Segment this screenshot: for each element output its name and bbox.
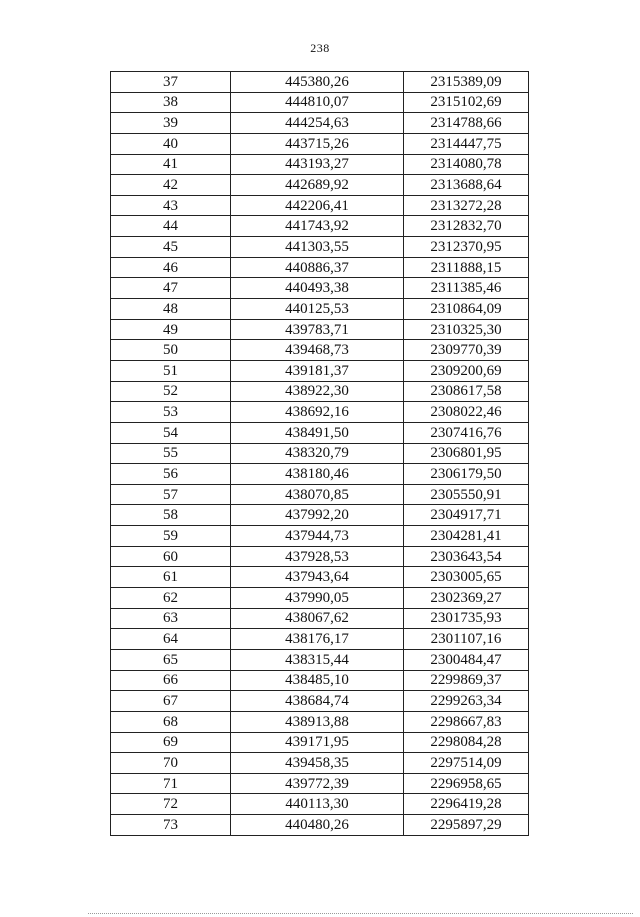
table-row [111,588,529,609]
y-coordinate-cell: 2301735,93 [404,608,529,629]
y-coordinate-cell: 2307416,76 [404,422,529,443]
y-coordinate-cell: 2314447,75 [404,133,529,154]
point-number-cell: 71 [111,773,231,794]
table-row [111,484,529,505]
x-coordinate-cell: 438922,30 [231,381,404,402]
table-row [111,237,529,258]
point-number-cell: 56 [111,464,231,485]
point-number-cell: 48 [111,299,231,320]
point-number-cell: 39 [111,113,231,134]
table-row [111,319,529,340]
y-coordinate-cell: 2313688,64 [404,175,529,196]
point-number-cell: 55 [111,443,231,464]
x-coordinate-cell: 438180,46 [231,464,404,485]
x-coordinate-cell: 438491,50 [231,422,404,443]
point-number-cell: 42 [111,175,231,196]
x-coordinate-cell: 437990,05 [231,588,404,609]
x-coordinate-cell: 439772,39 [231,773,404,794]
point-number-cell: 46 [111,257,231,278]
coordinates-table-body [111,72,529,836]
point-number-cell: 68 [111,711,231,732]
point-number-cell: 58 [111,505,231,526]
x-coordinate-cell: 438692,16 [231,402,404,423]
table-row [111,505,529,526]
y-coordinate-cell: 2310864,09 [404,299,529,320]
table-row [111,402,529,423]
y-coordinate-cell: 2299263,34 [404,691,529,712]
y-coordinate-cell: 2303005,65 [404,567,529,588]
table-row [111,608,529,629]
table-row [111,340,529,361]
table-row [111,72,529,93]
x-coordinate-cell: 440125,53 [231,299,404,320]
x-coordinate-cell: 437992,20 [231,505,404,526]
table-row [111,567,529,588]
table-row [111,92,529,113]
point-number-cell: 61 [111,567,231,588]
table-row [111,732,529,753]
y-coordinate-cell: 2314080,78 [404,154,529,175]
x-coordinate-cell: 441743,92 [231,216,404,237]
table-row [111,133,529,154]
table-row [111,175,529,196]
table-row [111,299,529,320]
y-coordinate-cell: 2305550,91 [404,484,529,505]
y-coordinate-cell: 2306179,50 [404,464,529,485]
y-coordinate-cell: 2306801,95 [404,443,529,464]
point-number-cell: 37 [111,72,231,93]
table-row [111,422,529,443]
point-number-cell: 63 [111,608,231,629]
x-coordinate-cell: 438070,85 [231,484,404,505]
x-coordinate-cell: 438684,74 [231,691,404,712]
y-coordinate-cell: 2303643,54 [404,546,529,567]
y-coordinate-cell: 2304281,41 [404,526,529,547]
x-coordinate-cell: 438320,79 [231,443,404,464]
table-row [111,691,529,712]
y-coordinate-cell: 2309770,39 [404,340,529,361]
point-number-cell: 64 [111,629,231,650]
x-coordinate-cell: 440886,37 [231,257,404,278]
y-coordinate-cell: 2315389,09 [404,72,529,93]
x-coordinate-cell: 438485,10 [231,670,404,691]
x-coordinate-cell: 444254,63 [231,113,404,134]
table-row [111,546,529,567]
y-coordinate-cell: 2315102,69 [404,92,529,113]
y-coordinate-cell: 2304917,71 [404,505,529,526]
table-row [111,278,529,299]
coordinates-table [110,71,529,836]
table-row [111,649,529,670]
y-coordinate-cell: 2309200,69 [404,360,529,381]
point-number-cell: 49 [111,319,231,340]
table-row [111,443,529,464]
table-row [111,360,529,381]
point-number-cell: 44 [111,216,231,237]
x-coordinate-cell: 440493,38 [231,278,404,299]
point-number-cell: 47 [111,278,231,299]
point-number-cell: 66 [111,670,231,691]
point-number-cell: 73 [111,815,231,836]
table-row [111,670,529,691]
point-number-cell: 52 [111,381,231,402]
point-number-cell: 54 [111,422,231,443]
x-coordinate-cell: 445380,26 [231,72,404,93]
y-coordinate-cell: 2311385,46 [404,278,529,299]
point-number-cell: 40 [111,133,231,154]
table-row [111,464,529,485]
point-number-cell: 67 [111,691,231,712]
point-number-cell: 72 [111,794,231,815]
x-coordinate-cell: 443715,26 [231,133,404,154]
point-number-cell: 50 [111,340,231,361]
x-coordinate-cell: 439181,37 [231,360,404,381]
x-coordinate-cell: 439468,73 [231,340,404,361]
x-coordinate-cell: 438176,17 [231,629,404,650]
y-coordinate-cell: 2296419,28 [404,794,529,815]
point-number-cell: 51 [111,360,231,381]
x-coordinate-cell: 442689,92 [231,175,404,196]
y-coordinate-cell: 2298667,83 [404,711,529,732]
table-row [111,794,529,815]
y-coordinate-cell: 2302369,27 [404,588,529,609]
point-number-cell: 70 [111,753,231,774]
table-row [111,815,529,836]
table-row [111,195,529,216]
y-coordinate-cell: 2296958,65 [404,773,529,794]
y-coordinate-cell: 2314788,66 [404,113,529,134]
x-coordinate-cell: 438913,88 [231,711,404,732]
x-coordinate-cell: 444810,07 [231,92,404,113]
table-row [111,113,529,134]
y-coordinate-cell: 2312832,70 [404,216,529,237]
x-coordinate-cell: 442206,41 [231,195,404,216]
y-coordinate-cell: 2308617,58 [404,381,529,402]
y-coordinate-cell: 2297514,09 [404,753,529,774]
x-coordinate-cell: 441303,55 [231,237,404,258]
x-coordinate-cell: 443193,27 [231,154,404,175]
x-coordinate-cell: 437943,64 [231,567,404,588]
y-coordinate-cell: 2312370,95 [404,237,529,258]
table-row [111,154,529,175]
table-row [111,381,529,402]
x-coordinate-cell: 438315,44 [231,649,404,670]
x-coordinate-cell: 440480,26 [231,815,404,836]
x-coordinate-cell: 439171,95 [231,732,404,753]
table-row [111,526,529,547]
y-coordinate-cell: 2300484,47 [404,649,529,670]
y-coordinate-cell: 2311888,15 [404,257,529,278]
table-row [111,629,529,650]
x-coordinate-cell: 439783,71 [231,319,404,340]
point-number-cell: 45 [111,237,231,258]
table-row [111,753,529,774]
y-coordinate-cell: 2298084,28 [404,732,529,753]
x-coordinate-cell: 438067,62 [231,608,404,629]
y-coordinate-cell: 2313272,28 [404,195,529,216]
point-number-cell: 62 [111,588,231,609]
page-bottom-rule [88,913,633,914]
y-coordinate-cell: 2308022,46 [404,402,529,423]
point-number-cell: 57 [111,484,231,505]
point-number-cell: 69 [111,732,231,753]
table-row [111,773,529,794]
x-coordinate-cell: 439458,35 [231,753,404,774]
y-coordinate-cell: 2299869,37 [404,670,529,691]
point-number-cell: 65 [111,649,231,670]
point-number-cell: 38 [111,92,231,113]
point-number-cell: 60 [111,546,231,567]
y-coordinate-cell: 2301107,16 [404,629,529,650]
page-number: 238 [310,41,330,55]
table-row [111,257,529,278]
y-coordinate-cell: 2295897,29 [404,815,529,836]
x-coordinate-cell: 437944,73 [231,526,404,547]
x-coordinate-cell: 437928,53 [231,546,404,567]
point-number-cell: 59 [111,526,231,547]
point-number-cell: 43 [111,195,231,216]
y-coordinate-cell: 2310325,30 [404,319,529,340]
table-row [111,711,529,732]
table-row [111,216,529,237]
x-coordinate-cell: 440113,30 [231,794,404,815]
point-number-cell: 41 [111,154,231,175]
point-number-cell: 53 [111,402,231,423]
